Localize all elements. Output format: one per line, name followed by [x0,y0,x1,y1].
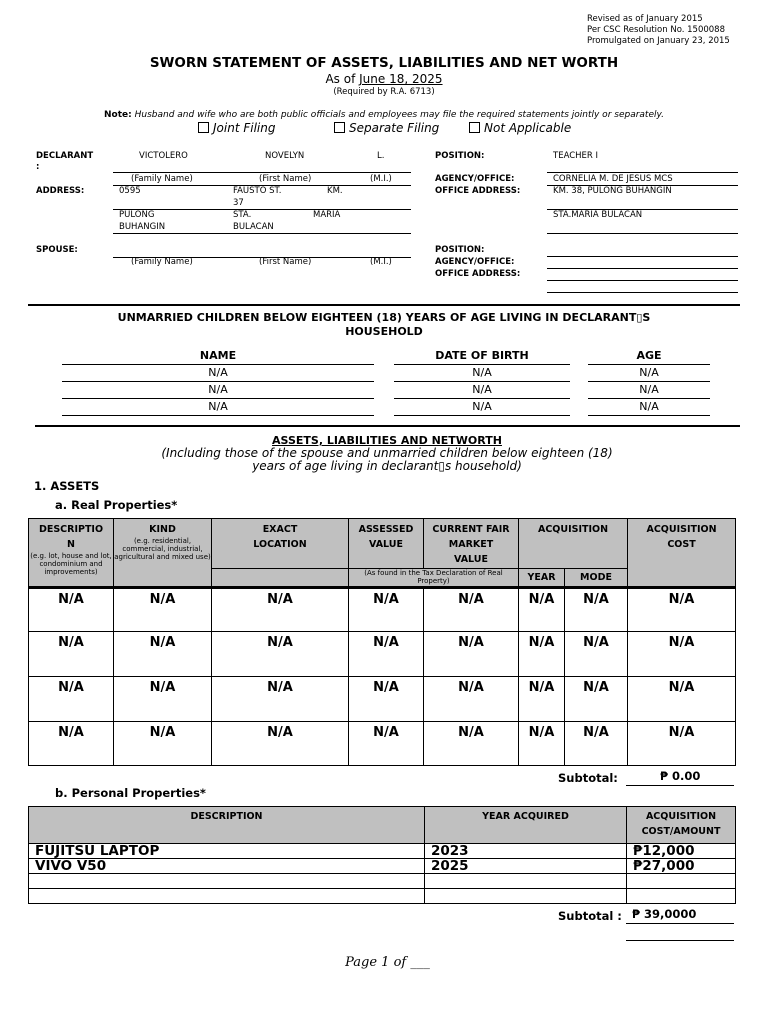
table-row [29,874,736,889]
assets-label: 1. ASSETS [34,479,100,493]
page-footer: Page 1 of ___ [345,955,430,970]
real-properties-table: DESCRIPTIO N (e.g. lot, house and lot, condominium and improvements) KIND (e.g. residential, commercial, industrial, agricultural and mixed use) EXACT LOCATION ASSESSED VALUE CURRENT FAIR MARKET VALUE ACQUISITION ACQUISITION COST (As found in the Tax Declaration of Real Property) YEAR MODE N/A N/A N/A N/A N/A N/A N/A N/A N/A N/A N/A N/A N/A N/A N/A N/A N/A N/A N/A N/A N/A N/A N/A N/A N/A N/A N/A N/A N/A N/A N/A N/A [28,518,736,766]
real-subtotal-value: ₱ 0.00 [660,769,701,783]
not-applicable-option[interactable]: Not Applicable [469,121,571,135]
children-table: NAME DATE OF BIRTH AGE N/A N/A N/A N/A N/A N/A N/A N/A N/A [62,348,710,416]
declarant-first-name: NOVELYN [265,151,305,161]
table-row: N/A N/A N/A N/A N/A N/A N/A N/A [29,632,736,677]
table-row [29,889,736,904]
office-address-1: KM. 38, PULONG BUHANGIN [553,186,672,196]
checkbox-icon [334,122,345,133]
separate-filing-option[interactable]: Separate Filing [334,121,439,135]
table-row: N/A N/A N/A N/A N/A N/A N/A N/A [29,677,736,722]
real-subtotal-label: Subtotal: [558,771,618,785]
note: Note: Husband and wife who are both public officials and employees may file the required statements jointly or separately. [104,110,664,120]
revision-note: Revised as of January 2015 Per CSC Resolution No. 1500088 Promulgated on January 23, 2015 [587,14,730,46]
agency-value: CORNELIA M. DE JESUS MCS [553,174,673,184]
table-row: N/A N/A N/A [62,399,710,416]
personal-subtotal-value: ₱ 39,0000 [632,907,697,921]
checkbox-icon [469,122,480,133]
personal-properties-label: b. Personal Properties* [55,786,206,800]
form-title: SWORN STATEMENT OF ASSETS, LIABILITIES AND NET WORTH [149,55,619,71]
checkbox-icon [198,122,209,133]
position-value: TEACHER I [553,151,599,161]
table-row: N/A N/A N/A [62,382,710,399]
as-of-line: As of June 18, 2025 [325,72,443,86]
address-label: ADDRESS: [36,186,85,196]
table-row: FUJITSU LAPTOP 2023 ₱12,000 [29,844,736,859]
table-row: N/A N/A N/A N/A N/A N/A N/A N/A [29,588,736,632]
declarant-label: DECLARANT [36,151,94,161]
table-row: VIVO V50 2025 ₱27,000 [29,859,736,874]
required-by: (Required by R.A. 6713) [333,87,435,97]
office-address-2: STA.MARIA BULACAN [553,210,643,220]
position-label: POSITION: [435,151,485,161]
declarant-mi: L. [377,151,385,161]
children-title: UNMARRIED CHILDREN BELOW EIGHTEEN (18) YEARS OF AGE LIVING IN DECLARANT▯S HOUSEHOLD [117,311,651,338]
joint-filing-option[interactable]: Joint Filing [198,121,275,135]
personal-properties-table: DESCRIPTION YEAR ACQUIRED ACQUISITION COST/AMOUNT FUJITSU LAPTOP 2023 ₱12,000 VIVO V50 2025 ₱27,000 [28,806,736,904]
alnw-heading: ASSETS, LIABILITIES AND NETWORTH (Including those of the spouse and unmarried children below eighteen (18) years of age living in declarant▯s household) [161,434,613,473]
real-properties-label: a. Real Properties* [55,498,178,512]
declarant-family-name: VICTOLERO [139,151,188,161]
table-row: N/A N/A N/A [62,365,710,382]
spouse-label: SPOUSE: [36,245,78,255]
table-row: N/A N/A N/A N/A N/A N/A N/A N/A [29,722,736,766]
personal-subtotal-label: Subtotal : [558,909,622,923]
as-of-date: June 18, 2025 [359,72,443,86]
